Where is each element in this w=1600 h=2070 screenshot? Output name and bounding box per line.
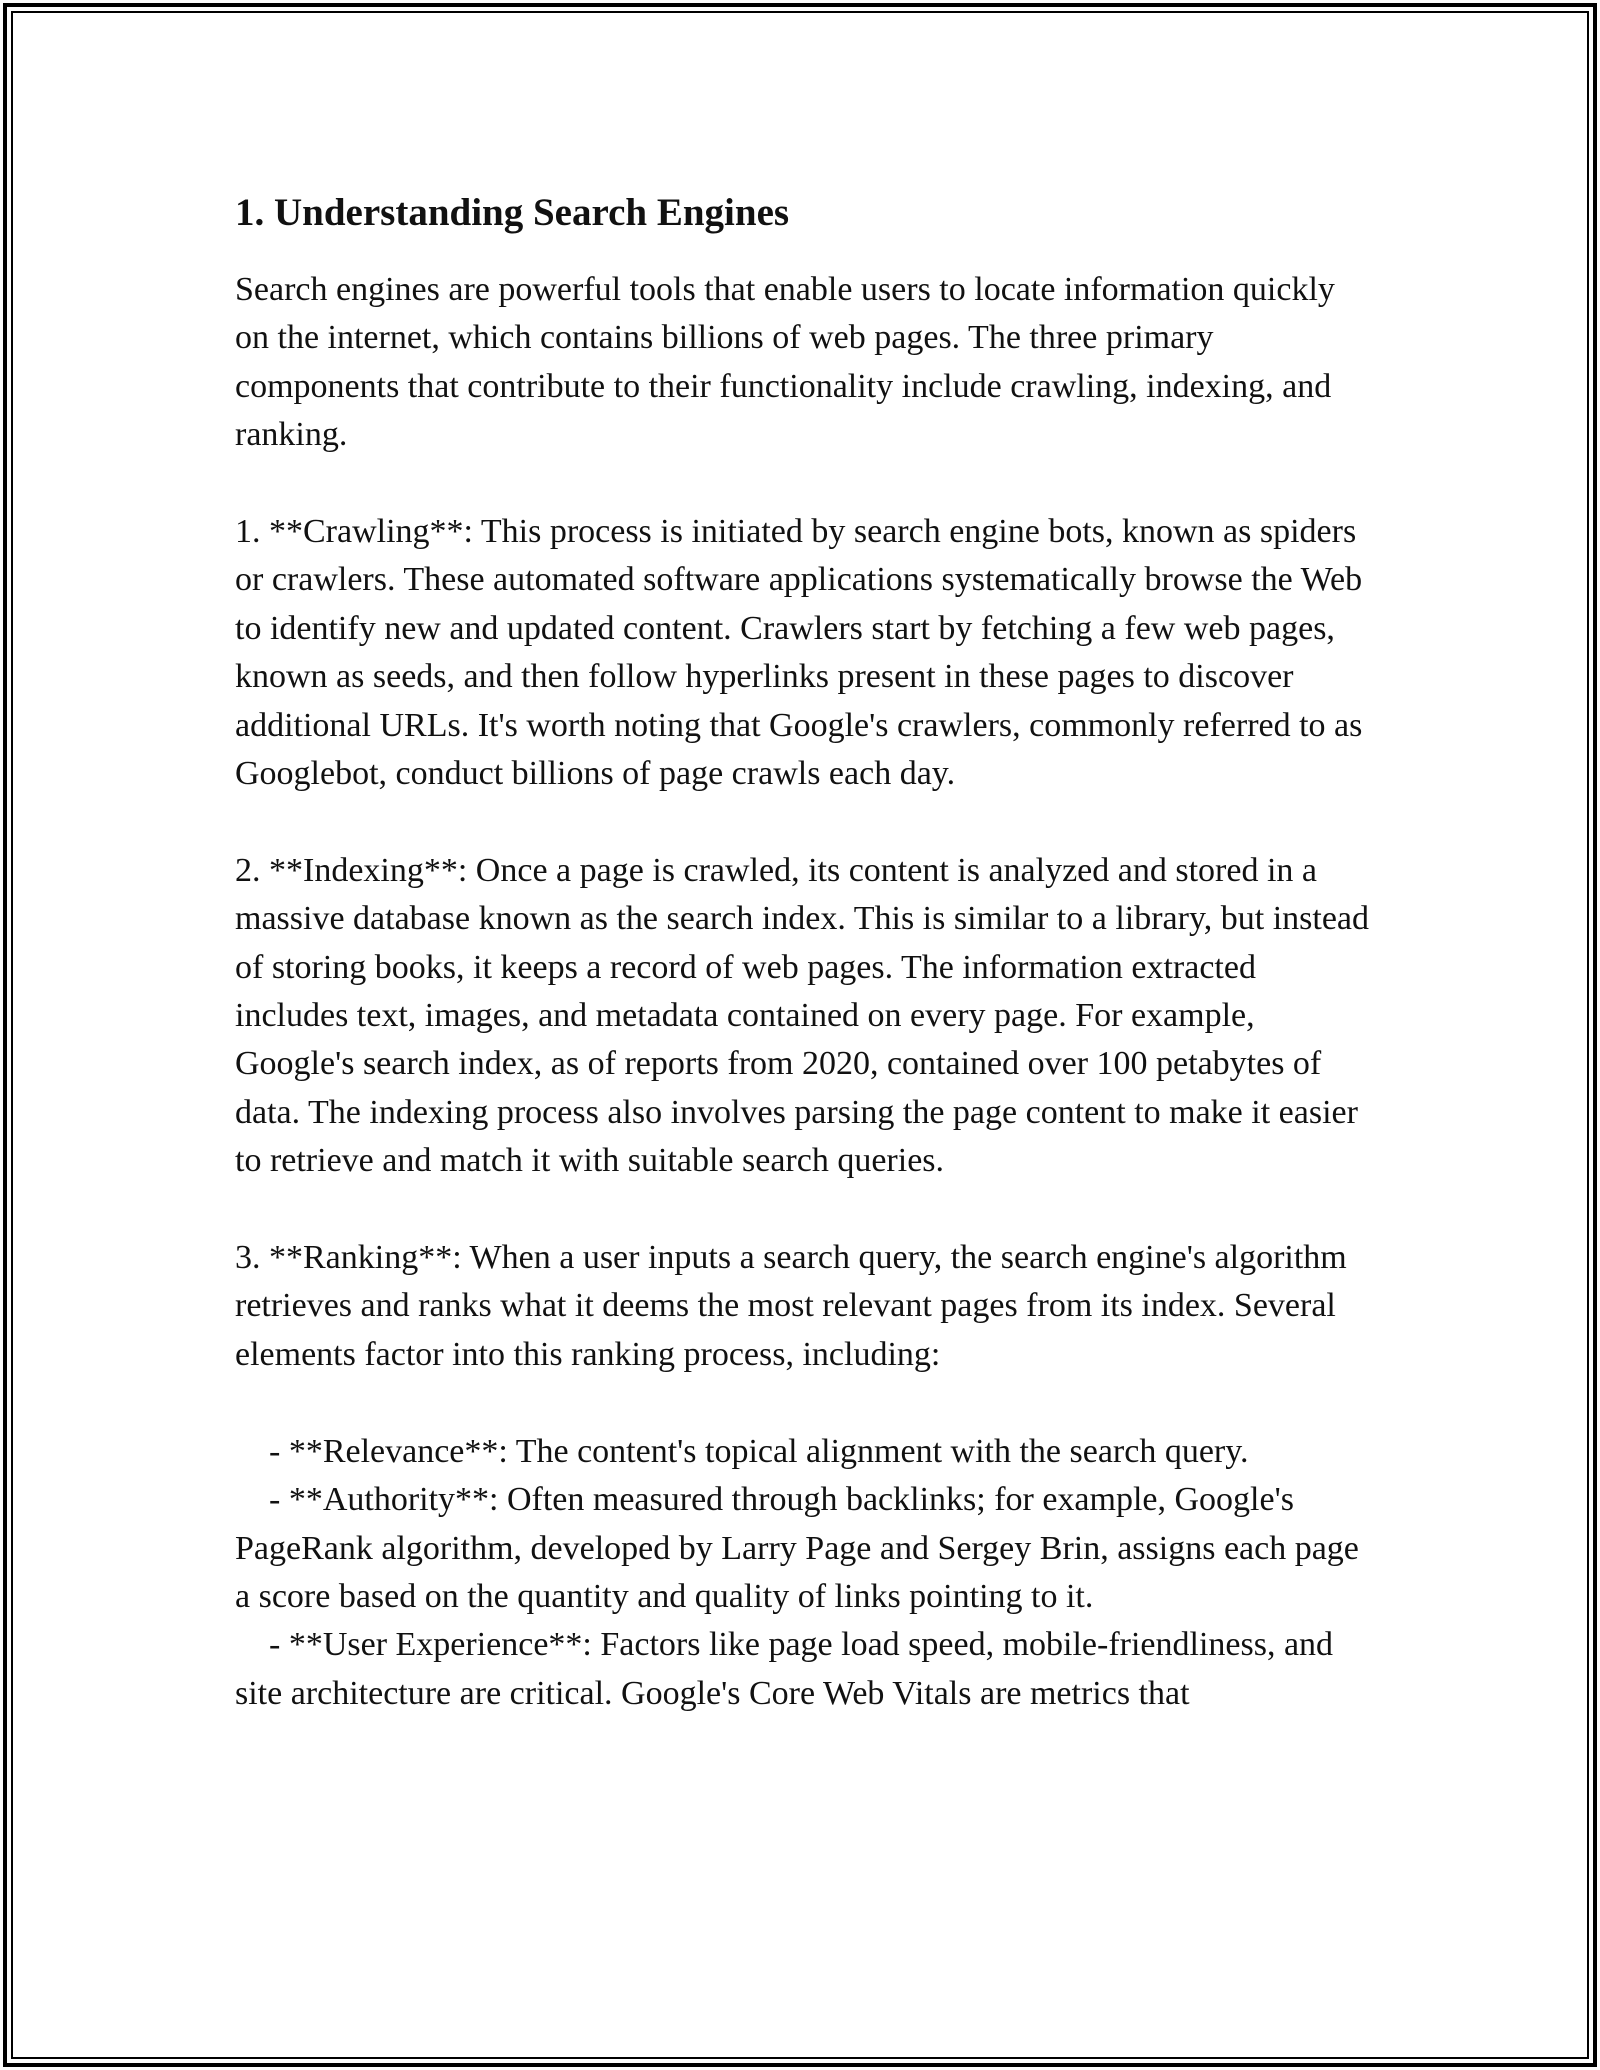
paragraph-gap bbox=[235, 1186, 1375, 1234]
crawling-paragraph: 1. **Crawling**: This process is initiated by search engine bots, known as spiders or crawlers. These automated software applications systematically browse the Web to identify new and updated content. Crawlers start by fetching a few web pages, known as seeds, and then follow hyperlinks present in these pages to discover additional URLs. It's worth noting that Google's crawlers, commonly referred to as Googlebot, conduct billions of page crawls each day. bbox=[235, 513, 1371, 793]
indexing-paragraph: 2. **Indexing**: Once a page is crawled, its content is analyzed and stored in a massive database known as the search index. This is similar to a library, but instead of storing books, it keeps a record of web pages. The information extracted includes text, images, and metadata contained on every page. For example, Google's search index, as of reports from 2020, contained over 100 petabytes of data. The indexing process also involves parsing the page content to make it easier to retrieve and match it with suitable search queries. bbox=[235, 851, 1378, 1180]
relevance-bullet: - **Relevance**: The content's topical alignment with the search query. bbox=[235, 1432, 1249, 1470]
user-experience-bullet: - **User Experience**: Factors like page load speed, mobile-friendliness, and site architecture are critical. Google's Core Web Vitals are metrics that bbox=[235, 1626, 1342, 1712]
intro-paragraph: Search engines are powerful tools that enable users to locate information quickly on the internet, which contains billions of web pages. The three primary components that contribute to their functionality include crawling, indexing, and ranking. bbox=[235, 271, 1344, 454]
section-title: 1. Understanding Search Engines bbox=[235, 191, 790, 234]
document-body bbox=[235, 185, 1378, 1718]
ranking-paragraph: 3. **Ranking**: When a user inputs a search query, the search engine's algorithm retrieves and ranks what it deems the most relevant pages from its index. Several elements factor into this ranking process, including: bbox=[235, 1239, 1356, 1373]
paragraph-gap bbox=[235, 460, 1375, 508]
authority-bullet: - **Authority**: Often measured through backlinks; for example, Google's PageRank algorithm, developed by Larry Page and Sergey Brin, assigns each page a score based on the quantity and quality of links pointing to it. bbox=[235, 1481, 1368, 1615]
paragraph-gap bbox=[235, 798, 1375, 846]
paragraph-gap bbox=[235, 1379, 1375, 1427]
